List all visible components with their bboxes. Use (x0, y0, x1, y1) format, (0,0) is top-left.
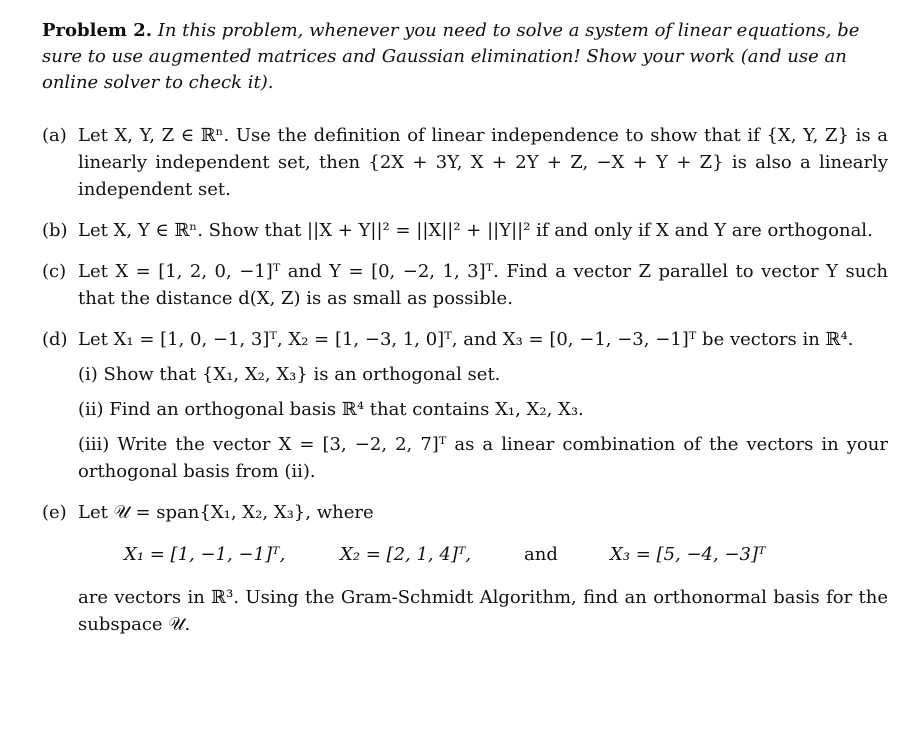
problem-intro (42, 18, 888, 96)
part-c-label: (c) (42, 261, 67, 282)
part-b-label: (b) (42, 220, 68, 241)
part-d-content (78, 326, 888, 485)
part-d-subpart-i: (i) Show that {X₁, X₂, X₃} is an orthogonal set. (78, 364, 501, 385)
vector-x3: X₃ = [5, −4, −3]ᵀ (610, 544, 766, 565)
part-d (42, 326, 888, 485)
problem-instructions: In this problem, whenever you need to solve a system of linear equations, be sure to use augmented matrices and Gaussian elimination! Show your work (and use an online solver to check it). (42, 20, 860, 93)
part-e-label: (e) (42, 502, 67, 523)
part-c-text: Let X = [1, 2, 0, −1]ᵀ and Y = [0, −2, 1, 3]ᵀ. Find a vector Z parallel to vector Y such that the distance d(X, Z) is as small as possible. (78, 261, 888, 309)
part-e (42, 499, 888, 526)
part-d-text: Let X₁ = [1, 0, −1, 3]ᵀ, X₂ = [1, −3, 1, 0]ᵀ, and X₃ = [0, −1, −3, −1]ᵀ be vectors in ℝ⁴. (78, 329, 854, 350)
part-e-vectors (124, 540, 888, 570)
problem-page (42, 18, 888, 652)
vector-conjunction: and (524, 544, 558, 565)
part-d-label: (d) (42, 329, 68, 350)
problem-parts (42, 122, 888, 638)
part-d-subpart-ii: (ii) Find an orthogonal basis ℝ⁴ that contains X₁, X₂, X₃. (78, 399, 584, 420)
part-e-after-text: are vectors in ℝ³. Using the Gram-Schmidt Algorithm, find an orthonormal basis for the subspace 𝒰. (78, 587, 888, 635)
part-a (42, 122, 888, 203)
part-e-text: Let 𝒰 = span{X₁, X₂, X₃}, where (78, 502, 374, 523)
part-b-text: Let X, Y ∈ ℝⁿ. Show that ||X + Y||² = ||X||² + ||Y||² if and only if X and Y are orthogonal. (78, 220, 873, 241)
part-c (42, 258, 888, 312)
vector-x1: X₁ = [1, −1, −1]ᵀ, (124, 544, 286, 565)
part-e-continued (42, 584, 888, 638)
part-b (42, 217, 888, 244)
problem-heading: Problem 2. (42, 20, 153, 41)
part-a-label: (a) (42, 125, 67, 146)
part-d-subpart-iii: (iii) Write the vector X = [3, −2, 2, 7]ᵀ as a linear combination of the vectors in your orthogonal basis from (ii). (78, 434, 888, 482)
vector-x2: X₂ = [2, 1, 4]ᵀ, (340, 544, 472, 565)
part-e-content (78, 499, 888, 526)
part-a-text: Let X, Y, Z ∈ ℝⁿ. Use the definition of linear independence to show that if {X, Y, Z} is a linearly independent set, then {2X + 3Y, X + 2Y + Z, −X + Y + Z} is also a linearly independent set. (78, 125, 888, 200)
